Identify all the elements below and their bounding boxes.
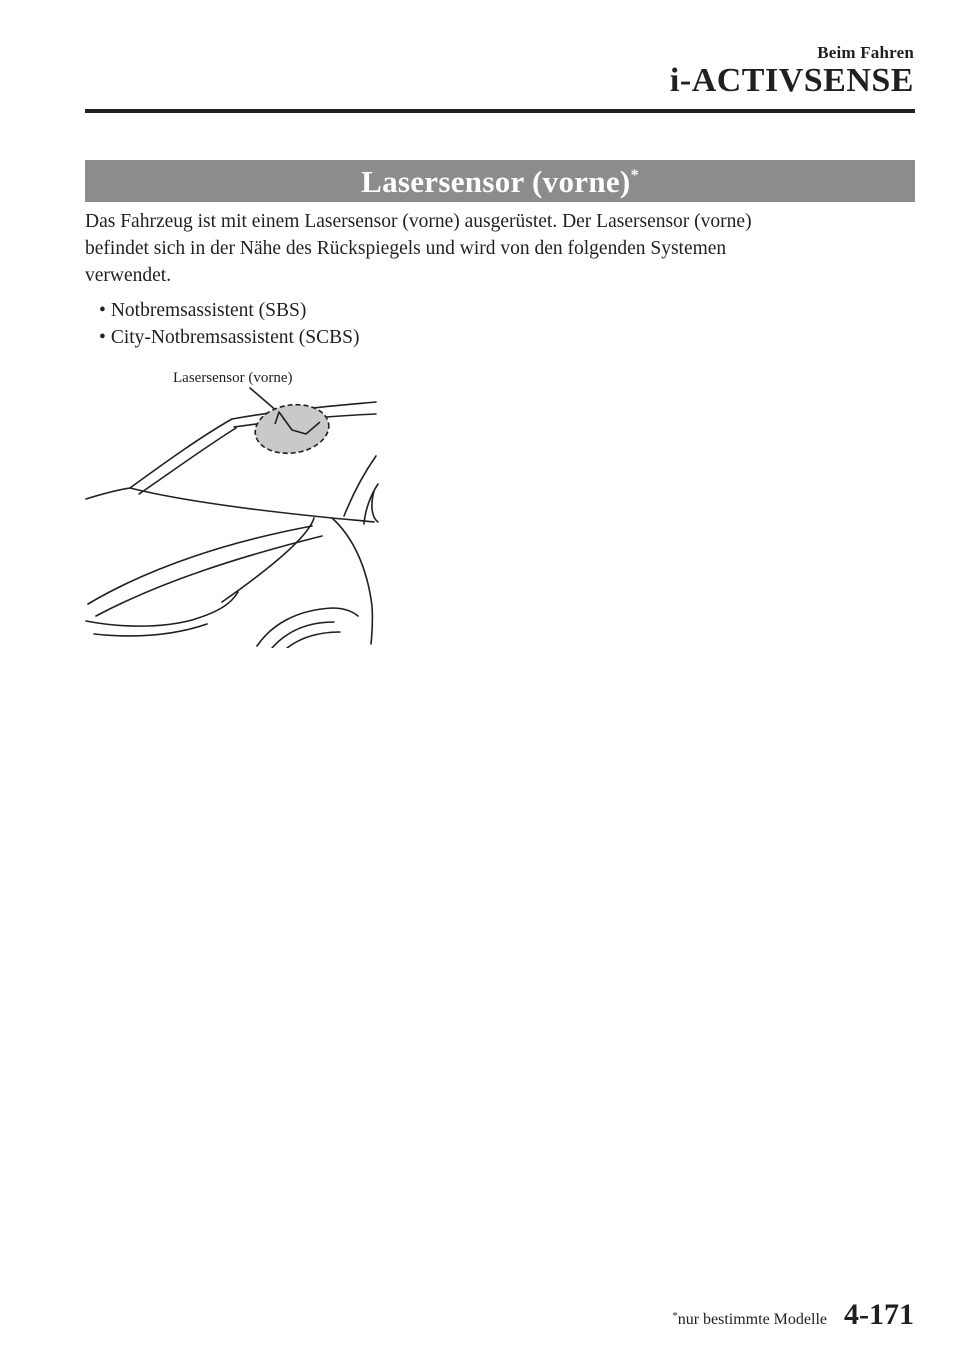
wheel-arch-line bbox=[287, 632, 340, 648]
section-title: Beim Fahren bbox=[817, 43, 914, 62]
a-pillar-inner-line bbox=[139, 428, 236, 494]
bullet-icon: • bbox=[99, 327, 106, 348]
wheel-arch-line bbox=[272, 622, 334, 648]
optional-equipment-marker: * bbox=[630, 167, 639, 184]
section-heading bbox=[85, 160, 915, 202]
figure-callout-label: Lasersensor (vorne) bbox=[173, 370, 293, 386]
intro-line: verwendet. bbox=[85, 265, 172, 286]
intro-paragraph bbox=[85, 208, 915, 289]
list-item-text: City-Notbremsassistent (SCBS) bbox=[110, 327, 360, 348]
system-list bbox=[99, 297, 359, 351]
chapter-title: i-ACTIVSENSE bbox=[669, 62, 914, 99]
fender-line bbox=[332, 518, 372, 644]
wheel-arch-line bbox=[257, 608, 358, 646]
header-divider bbox=[85, 109, 915, 113]
list-item bbox=[99, 324, 359, 351]
pillar-right-line bbox=[364, 484, 378, 524]
windshield-sensor-illustration bbox=[82, 366, 382, 648]
footnote bbox=[672, 1311, 827, 1329]
list-item bbox=[99, 297, 359, 324]
a-pillar-line bbox=[130, 419, 232, 488]
page-number: 4-171 bbox=[844, 1298, 914, 1331]
intro-line: Das Fahrzeug ist mit einem Lasersensor (vorne) ausgerüstet. Der Lasersensor (vorne) bbox=[85, 211, 752, 232]
hood-edge-line bbox=[86, 488, 130, 499]
windshield-base-line bbox=[130, 488, 374, 522]
hood-crease-line bbox=[88, 526, 312, 604]
bullet-icon: • bbox=[99, 300, 106, 321]
footnote-text: nur bestimmte Modelle bbox=[677, 1311, 827, 1328]
door-line bbox=[372, 491, 378, 522]
section-heading-text: Lasersensor (vorne) bbox=[361, 164, 631, 199]
footnote-marker: * bbox=[672, 1310, 678, 1322]
list-item-text: Notbremsassistent (SBS) bbox=[110, 300, 307, 321]
intro-line: befindet sich in der Nähe des Rückspiegels und wird von den folgenden Systemen bbox=[85, 238, 727, 259]
hood-crease-line bbox=[96, 536, 322, 616]
